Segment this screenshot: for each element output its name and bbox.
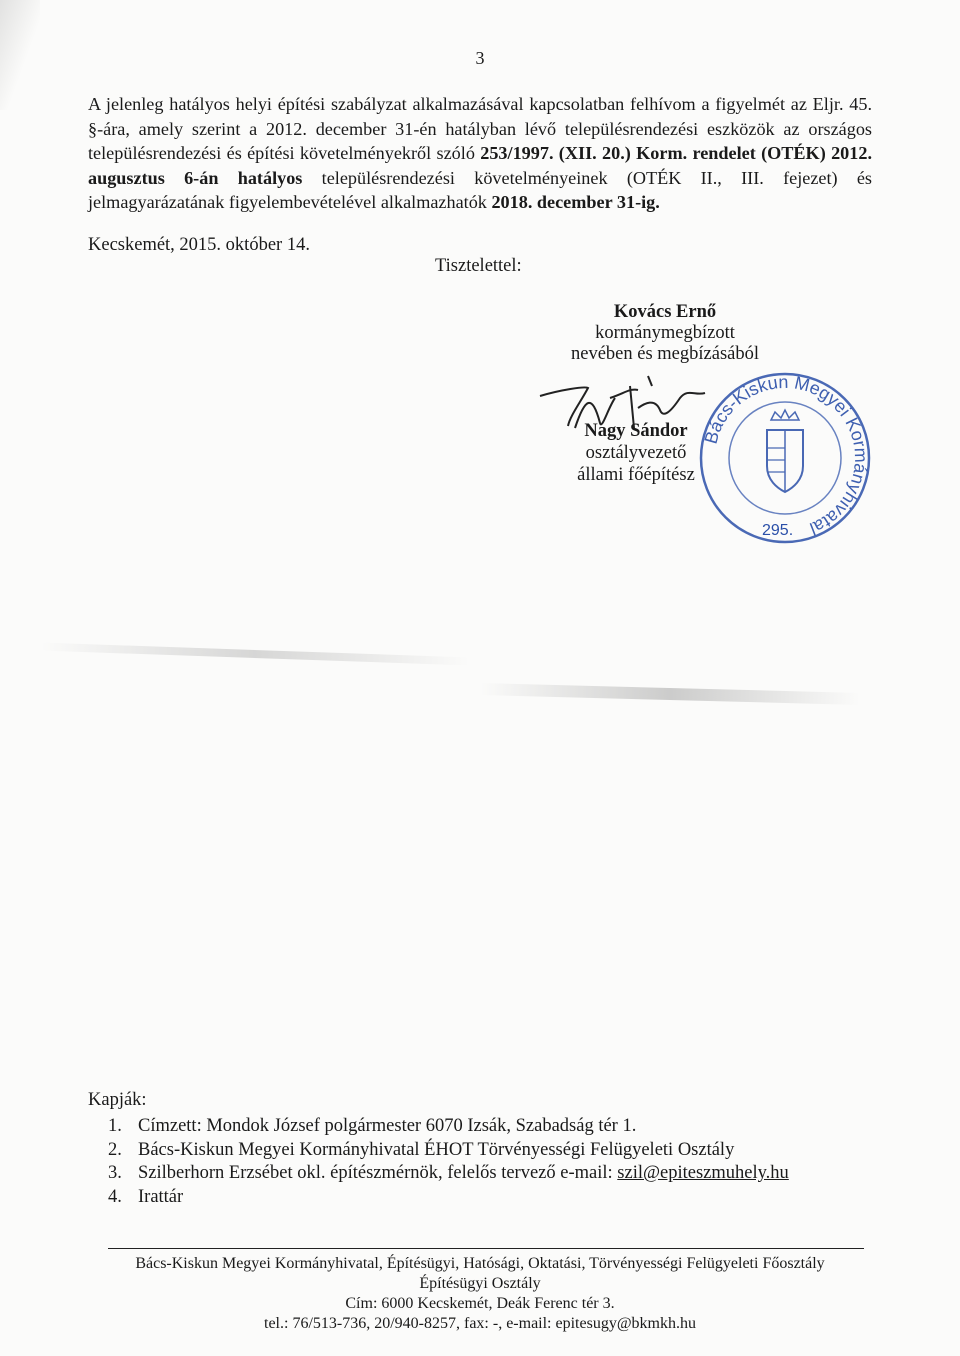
footer-line-department: Építésügyi Osztály bbox=[419, 1275, 541, 1292]
list-item: 1. Címzett: Mondok József polgármester 6070 Izsák, Szabadság tér 1. bbox=[108, 1116, 637, 1136]
list-item: 4. Irattár bbox=[108, 1186, 184, 1207]
recipients-label: Kapják: bbox=[88, 1090, 147, 1110]
body-text-bold2: 2018. december 31-ig. bbox=[491, 192, 660, 212]
footer bbox=[80, 1254, 880, 1334]
official-stamp bbox=[695, 368, 875, 548]
signatory-role: nevében és megbízásából bbox=[570, 344, 759, 364]
recipient-text: Szilberhorn Erzsébet okl. építészmérnök, felelős tervező e-mail: bbox=[138, 1163, 618, 1183]
signer-block bbox=[565, 420, 707, 486]
footer-line-organization: Bács-Kiskun Megyei Kormányhivatal, Építésügyi, Hatósági, Oktatási, Törvényességi Felügyeleti Főosztály bbox=[135, 1255, 825, 1272]
signer-position: osztályvezető bbox=[585, 443, 687, 463]
signatory-name: Kovács Ernő bbox=[613, 302, 717, 322]
signatory-title: kormánymegbízott bbox=[595, 323, 735, 343]
signer-name: Nagy Sándor bbox=[584, 421, 688, 441]
place-date: Kecskemét, 2015. október 14. bbox=[88, 235, 310, 255]
recipient-text: Bács-Kiskun Megyei Kormányhivatal ÉHOT Törvényességi Felügyeleti Osztály bbox=[138, 1139, 735, 1160]
coat-of-arms-icon bbox=[767, 410, 803, 492]
recipient-text: Irattár bbox=[138, 1186, 184, 1207]
footer-line-contact: tel.: 76/513-736, 20/940-8257, fax: -, e-mail: epitesugy@bkmkh.hu bbox=[264, 1315, 696, 1332]
signer-title: állami főépítész bbox=[577, 465, 695, 485]
scan-smudge bbox=[40, 642, 470, 665]
email-link[interactable]: szil@epiteszmuhely.hu bbox=[617, 1163, 789, 1183]
stamp-number: 295. bbox=[762, 522, 794, 539]
footer-line-address: Cím: 6000 Kecskemét, Deák Ferenc tér 3. bbox=[345, 1295, 615, 1312]
body-text-bold1: 253/1997. (XII. 20.) Korm. rendelet (OTÉK) 2012. augusztus 6-án hatályos bbox=[88, 143, 872, 188]
signatory-block bbox=[530, 302, 800, 365]
recipients-list bbox=[108, 1115, 789, 1209]
scan-smudge bbox=[480, 683, 860, 705]
list-item: 3. Szilberhorn Erzsébet okl. építészmérnök, felelős tervező e-mail: szil@epiteszmuhely.hu bbox=[108, 1163, 789, 1183]
recipient-text: Címzett: Mondok József polgármester 6070 Izsák, Szabadság tér 1. bbox=[138, 1116, 637, 1136]
body-paragraph bbox=[88, 92, 872, 215]
greeting: Tisztelettel: bbox=[435, 256, 522, 276]
body-text-part1: A jelenleg hatályos helyi építési szabályzat alkalmazásával kapcsolatban felhívom a figyelmét az Eljr. 45. §-ára, amely szerint a 2012. december 31-én hatályban lévő településrendezési eszközök az országos településrendezési és építési követelményekről szóló bbox=[88, 94, 872, 163]
page-number: 3 bbox=[475, 48, 485, 68]
list-item: 2. Bács-Kiskun Megyei Kormányhivatal ÉHOT Törvényességi Felügyeleti Osztály bbox=[108, 1139, 735, 1160]
stamp-ring-text: Bács-Kiskun Megyei Kormányhivatal bbox=[700, 371, 872, 539]
body-text-part2: településrendezési követelményeinek (OTÉK II., III. fejezet) és jelmagyarázatának figyelembevételével alkalmazhatók bbox=[88, 167, 872, 212]
footer-divider bbox=[108, 1248, 864, 1249]
